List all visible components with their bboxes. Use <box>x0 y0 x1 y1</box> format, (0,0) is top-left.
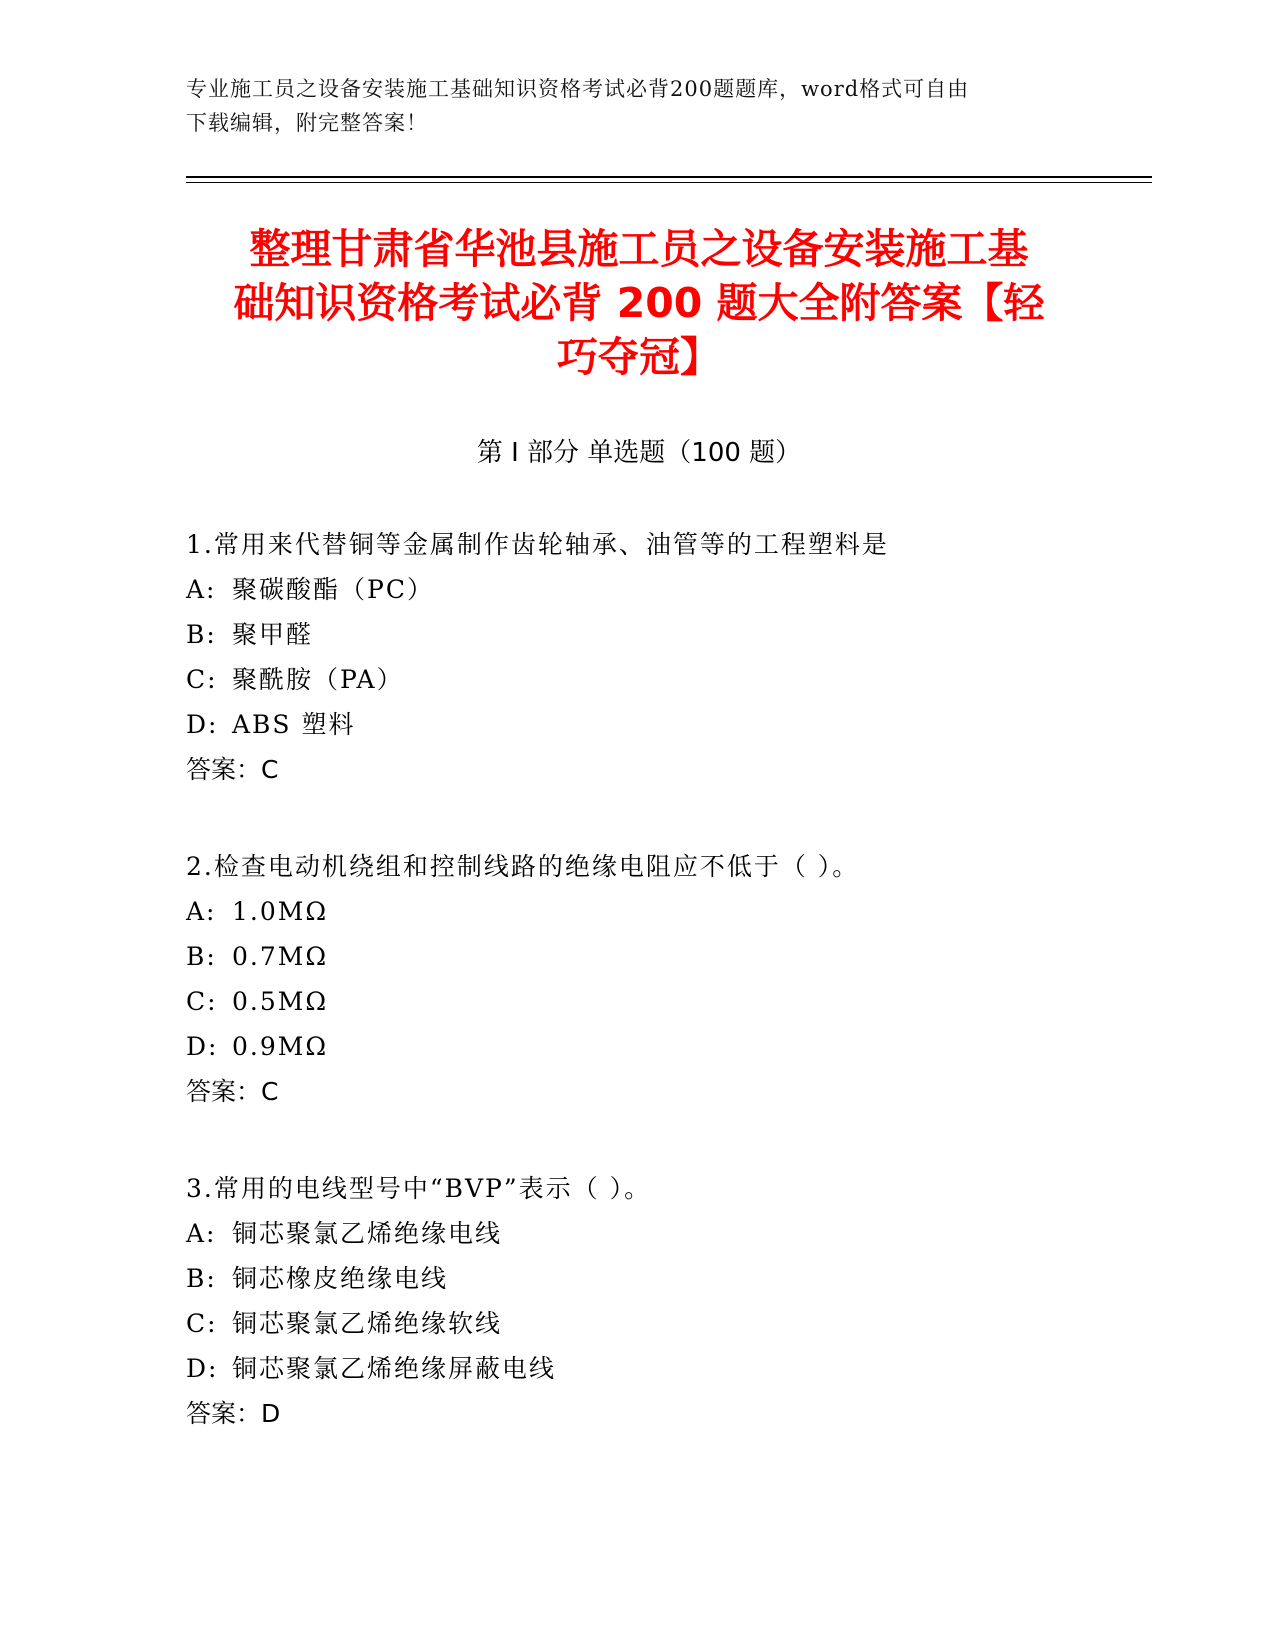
header-note-line2: 下载编辑，附完整答案！ <box>186 111 428 135</box>
option-letter: C: <box>186 1309 218 1338</box>
option-text: 0.9MΩ <box>232 1032 329 1061</box>
option-letter: C: <box>186 665 218 694</box>
option-letter: C: <box>186 987 218 1016</box>
question-list <box>186 522 1146 1488</box>
answer-line: 答案：D <box>186 1399 281 1428</box>
option-letter: B: <box>186 942 217 971</box>
option-letter: B: <box>186 1264 217 1293</box>
option-letter: A: <box>186 575 217 604</box>
option-text: 0.7MΩ <box>232 942 329 971</box>
option-text: 聚甲醛 <box>232 620 314 649</box>
answer-line: 答案：C <box>186 1077 279 1106</box>
header-note-line1: 专业施工员之设备安装施工基础知识资格考试必背200题题库，word格式可自由 <box>186 77 970 101</box>
option-b <box>186 612 1146 657</box>
option-text: ABS 塑料 <box>232 710 356 739</box>
section-heading: 第 I 部分 单选题（100 题） <box>476 438 802 468</box>
document-title-line3: 巧夺冠】 <box>557 333 721 381</box>
option-d <box>186 1346 1146 1391</box>
document-title <box>186 222 1092 384</box>
question-stem: 3.常用的电线型号中“BVP”表示（ ）。 <box>186 1174 652 1203</box>
option-letter: B: <box>186 620 217 649</box>
header-divider-thick <box>186 176 1152 178</box>
question-stem: 2.检查电动机绕组和控制线路的绝缘电阻应不低于（ ）。 <box>186 852 860 881</box>
option-text: 聚酰胺（PA） <box>232 665 404 694</box>
option-letter: A: <box>186 897 217 926</box>
option-text: 1.0MΩ <box>232 897 329 926</box>
question-item <box>186 522 1146 792</box>
option-d <box>186 702 1146 747</box>
option-b <box>186 1256 1146 1301</box>
option-text: 0.5MΩ <box>232 987 329 1016</box>
option-text: 铜芯橡皮绝缘电线 <box>232 1264 449 1293</box>
option-text: 铜芯聚氯乙烯绝缘电线 <box>232 1219 503 1248</box>
question-stem: 1.常用来代替铜等金属制作齿轮轴承、油管等的工程塑料是 <box>186 530 889 559</box>
answer-line: 答案：C <box>186 755 279 784</box>
option-c <box>186 1301 1146 1346</box>
option-text: 聚碳酸酯（PC） <box>232 575 434 604</box>
option-b <box>186 934 1146 979</box>
option-letter: A: <box>186 1219 217 1248</box>
question-item <box>186 1166 1146 1436</box>
option-letter: D: <box>186 1032 219 1061</box>
document-title-line1: 整理甘肃省华池县施工员之设备安装施工基 <box>249 225 1029 273</box>
option-letter: D: <box>186 710 219 739</box>
option-text: 铜芯聚氯乙烯绝缘软线 <box>232 1309 503 1338</box>
option-c <box>186 657 1146 702</box>
option-d <box>186 1024 1146 1069</box>
option-letter: D: <box>186 1354 219 1383</box>
option-a <box>186 1211 1146 1256</box>
option-c <box>186 979 1146 1024</box>
option-a <box>186 889 1146 934</box>
header-divider-thin <box>186 182 1152 183</box>
option-text: 铜芯聚氯乙烯绝缘屏蔽电线 <box>232 1354 557 1383</box>
option-a <box>186 567 1146 612</box>
header-note <box>186 72 1066 140</box>
document-title-line2: 础知识资格考试必背 200 题大全附答案【轻 <box>233 279 1045 327</box>
question-item <box>186 844 1146 1114</box>
